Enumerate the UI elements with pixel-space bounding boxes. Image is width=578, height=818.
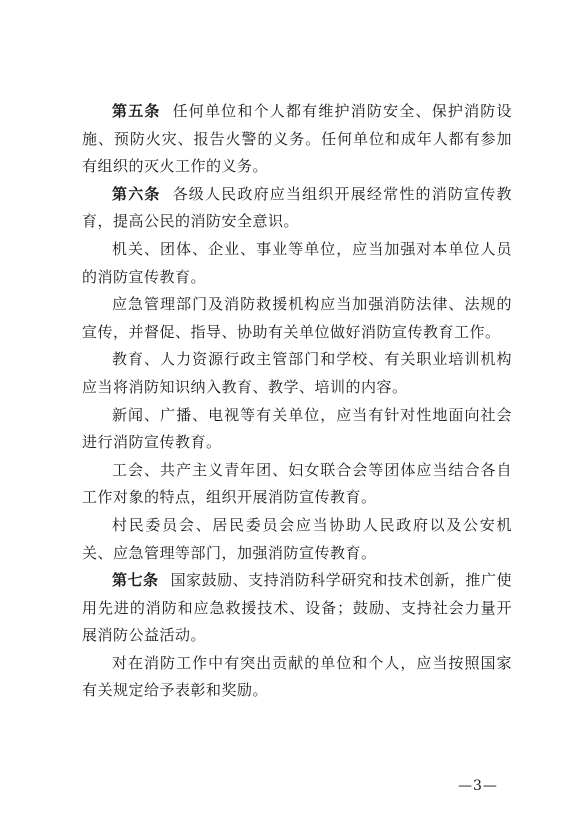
paragraph-text: 国家鼓励、支持消防科学研究和技术创新，推广使用先进的消防和应急救援技术、设备；鼓励、支持社会力量开展消防公益活动。 xyxy=(82,571,512,645)
body-paragraph xyxy=(82,402,512,457)
document-body xyxy=(82,98,512,705)
article-7-paragraph xyxy=(82,567,512,650)
body-paragraph xyxy=(82,236,512,291)
body-paragraph xyxy=(82,346,512,401)
paragraph-text: 机关、团体、企业、事业等单位，应当加强对本单位人员的消防宣传教育。 xyxy=(82,239,512,286)
page-number: —3— xyxy=(458,778,498,794)
article-6-paragraph xyxy=(82,181,512,236)
article-5-paragraph xyxy=(82,98,512,181)
paragraph-text: 工会、共产主义青年团、妇女联合会等团体应当结合各自工作对象的特点，组织开展消防宣传教育。 xyxy=(82,460,512,507)
article-title: 第六条 xyxy=(112,184,161,203)
body-paragraph xyxy=(82,291,512,346)
paragraph-text: 村民委员会、居民委员会应当协助人民政府以及公安机关、应急管理等部门，加强消防宣传教育。 xyxy=(82,515,512,562)
body-paragraph xyxy=(82,512,512,567)
body-paragraph xyxy=(82,650,512,705)
paragraph-text: 各级人民政府应当组织开展经常性的消防宣传教育，提高公民的消防安全意识。 xyxy=(82,184,512,231)
paragraph-text: 应急管理部门及消防救援机构应当加强消防法律、法规的宣传，并督促、指导、协助有关单位做好消防宣传教育工作。 xyxy=(82,295,512,341)
article-title: 第五条 xyxy=(112,102,161,120)
paragraph-text: 教育、人力资源行政主管部门和学校、有关职业培训机构应当将消防知识纳入教育、教学、培训的内容。 xyxy=(82,350,512,396)
paragraph-text: 对在消防工作中有突出贡献的单位和个人，应当按照国家有关规定给予表彰和奖励。 xyxy=(82,653,512,700)
paragraph-text: 任何单位和个人都有维护消防安全、保护消防设施、预防火灾、报告火警的义务。任何单位和成年人都有参加有组织的灭火工作的义务。 xyxy=(82,102,512,176)
body-paragraph xyxy=(82,457,512,512)
paragraph-text: 新闻、广播、电视等有关单位，应当有针对性地面向社会进行消防宣传教育。 xyxy=(82,405,512,452)
article-title: 第七条 xyxy=(112,571,159,590)
